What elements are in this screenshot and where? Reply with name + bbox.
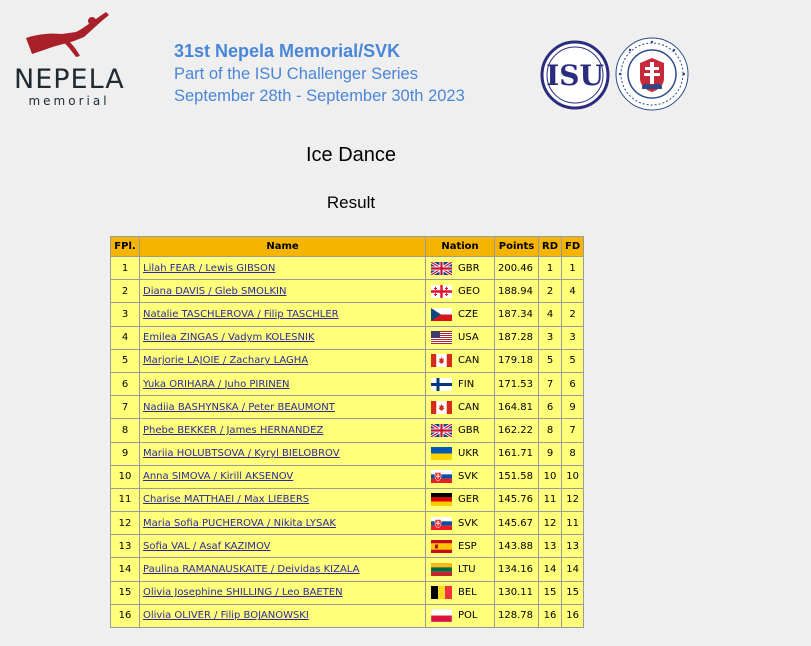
nation-cell	[426, 604, 495, 627]
place-cell: 11	[111, 488, 140, 511]
name-cell	[140, 442, 426, 465]
fd-cell: 2	[562, 303, 584, 326]
fd-cell: 16	[562, 604, 584, 627]
skater-pair-link[interactable]: Diana DAVIS / Gleb SMOLKIN	[143, 285, 287, 297]
skater-figure-icon	[14, 8, 124, 60]
logo-sub-text: memorial	[28, 94, 110, 108]
table-row	[111, 349, 584, 372]
fd-cell: 1	[562, 257, 584, 280]
fd-cell: 12	[562, 488, 584, 511]
flag-icon	[431, 401, 452, 414]
table-row	[111, 512, 584, 535]
nation-code: CAN	[458, 355, 480, 367]
col-header-fd: FD	[562, 237, 584, 257]
skater-pair-link[interactable]: Olivia OLIVER / Filip BOJANOWSKI	[143, 610, 309, 622]
flag-icon	[431, 285, 452, 298]
fd-cell: 7	[562, 419, 584, 442]
place-cell: 4	[111, 326, 140, 349]
place-cell: 8	[111, 419, 140, 442]
isu-logo-text: ISU	[546, 59, 604, 92]
event-dates: September 28th - September 30th 2023	[174, 87, 465, 105]
results-table	[110, 236, 584, 628]
table-row	[111, 535, 584, 558]
nation-code: GBR	[458, 424, 480, 436]
skater-pair-link[interactable]: Emilea ZINGAS / Vadym KOLESNIK	[143, 332, 315, 344]
flag-icon	[431, 517, 452, 530]
place-cell: 10	[111, 465, 140, 488]
fd-cell: 13	[562, 535, 584, 558]
nation-cell	[426, 280, 495, 303]
skater-pair-link[interactable]: Maria Sofia PUCHEROVA / Nikita LYSAK	[143, 517, 336, 529]
nation-cell	[426, 372, 495, 395]
flag-icon	[431, 493, 452, 506]
series-name: Part of the ISU Challenger Series	[174, 65, 418, 83]
fd-cell: 3	[562, 326, 584, 349]
flag-icon	[431, 447, 452, 460]
col-header-rd: RD	[539, 237, 562, 257]
fd-cell: 5	[562, 349, 584, 372]
rd-cell: 2	[539, 280, 562, 303]
nation-cell	[426, 257, 495, 280]
place-cell: 3	[111, 303, 140, 326]
points-cell: 130.11	[495, 581, 539, 604]
nepela-memorial-logo	[14, 8, 124, 110]
rd-cell: 7	[539, 372, 562, 395]
points-cell: 164.81	[495, 396, 539, 419]
rd-cell: 13	[539, 535, 562, 558]
name-cell	[140, 581, 426, 604]
nation-code: GER	[458, 494, 480, 506]
table-row	[111, 604, 584, 627]
skater-pair-link[interactable]: Paulina RAMANAUSKAITE / Deividas KIZALA	[143, 564, 360, 576]
skater-pair-link[interactable]: Mariia HOLUBTSOVA / Kyryl BIELOBROV	[143, 448, 340, 460]
nation-cell	[426, 396, 495, 419]
place-cell: 15	[111, 581, 140, 604]
place-cell: 5	[111, 349, 140, 372]
flag-icon	[431, 424, 452, 437]
place-cell: 6	[111, 372, 140, 395]
table-row	[111, 581, 584, 604]
flag-icon	[431, 563, 452, 576]
table-row	[111, 303, 584, 326]
name-cell	[140, 303, 426, 326]
nation-cell	[426, 303, 495, 326]
skater-pair-link[interactable]: Nadiia BASHYNSKA / Peter BEAUMONT	[143, 401, 335, 413]
col-header-points: Points	[495, 237, 539, 257]
place-cell: 9	[111, 442, 140, 465]
flag-icon	[431, 308, 452, 321]
points-cell: 187.28	[495, 326, 539, 349]
skater-pair-link[interactable]: Anna SIMOVA / Kirill AKSENOV	[143, 471, 294, 483]
table-row	[111, 419, 584, 442]
table-row	[111, 280, 584, 303]
flag-icon	[431, 470, 452, 483]
nation-code: SVK	[458, 471, 478, 483]
fd-cell: 6	[562, 372, 584, 395]
points-cell: 145.76	[495, 488, 539, 511]
nation-code: FIN	[458, 378, 475, 390]
points-cell: 145.67	[495, 512, 539, 535]
slovak-association-logo	[614, 36, 690, 112]
rd-cell: 12	[539, 512, 562, 535]
table-row	[111, 488, 584, 511]
points-cell: 200.46	[495, 257, 539, 280]
points-cell: 187.34	[495, 303, 539, 326]
name-cell	[140, 419, 426, 442]
nation-cell	[426, 535, 495, 558]
section-title: Result	[326, 193, 376, 212]
nation-code: GEO	[458, 285, 480, 297]
place-cell: 12	[111, 512, 140, 535]
name-cell	[140, 349, 426, 372]
skater-pair-link[interactable]: Phebe BEKKER / James HERNANDEZ	[143, 424, 324, 436]
rd-cell: 9	[539, 442, 562, 465]
name-cell	[140, 257, 426, 280]
name-cell	[140, 535, 426, 558]
nation-code: LTU	[458, 564, 476, 576]
skater-pair-link[interactable]: Natalie TASCHLEROVA / Filip TASCHLER	[143, 308, 339, 320]
nation-code: BEL	[458, 587, 477, 599]
rd-cell: 4	[539, 303, 562, 326]
skater-pair-link[interactable]: Lilah FEAR / Lewis GIBSON	[143, 262, 276, 274]
skater-pair-link[interactable]: Sofia VAL / Asaf KAZIMOV	[143, 540, 271, 552]
nation-code: UKR	[458, 448, 479, 460]
points-cell: 161.71	[495, 442, 539, 465]
rd-cell: 10	[539, 465, 562, 488]
col-header-fpl: FPl.	[111, 237, 140, 257]
nation-code: ESP	[458, 540, 477, 552]
rd-cell: 15	[539, 581, 562, 604]
rd-cell: 5	[539, 349, 562, 372]
rd-cell: 1	[539, 257, 562, 280]
event-header	[174, 40, 465, 107]
table-row	[111, 326, 584, 349]
place-cell: 14	[111, 558, 140, 581]
points-cell: 151.58	[495, 465, 539, 488]
fd-cell: 15	[562, 581, 584, 604]
name-cell	[140, 465, 426, 488]
nation-code: CAN	[458, 401, 480, 413]
name-cell	[140, 604, 426, 627]
rd-cell: 3	[539, 326, 562, 349]
rd-cell: 8	[539, 419, 562, 442]
nation-cell	[426, 326, 495, 349]
event-title: Ice Dance	[305, 144, 397, 166]
points-cell: 134.16	[495, 558, 539, 581]
table-row	[111, 442, 584, 465]
nation-cell	[426, 419, 495, 442]
points-cell: 162.22	[495, 419, 539, 442]
nation-code: GBR	[458, 262, 480, 274]
skater-pair-link[interactable]: Yuka ORIHARA / Juho PIRINEN	[143, 378, 290, 390]
name-cell	[140, 512, 426, 535]
isu-logo	[540, 40, 610, 110]
skater-pair-link[interactable]: Marjorie LAJOIE / Zachary LAGHA	[143, 355, 309, 367]
place-cell: 13	[111, 535, 140, 558]
table-row	[111, 396, 584, 419]
rd-cell: 16	[539, 604, 562, 627]
points-cell: 143.88	[495, 535, 539, 558]
flag-icon	[431, 586, 452, 599]
fd-cell: 10	[562, 465, 584, 488]
rd-cell: 11	[539, 488, 562, 511]
col-header-nation: Nation	[426, 237, 495, 257]
nation-code: CZE	[458, 308, 479, 320]
name-cell	[140, 326, 426, 349]
nation-cell	[426, 465, 495, 488]
place-cell: 2	[111, 280, 140, 303]
place-cell: 16	[111, 604, 140, 627]
logo-brand-text: NEPELA	[14, 64, 125, 95]
flag-icon	[431, 378, 452, 391]
table-row	[111, 372, 584, 395]
fd-cell: 8	[562, 442, 584, 465]
nation-cell	[426, 488, 495, 511]
name-cell	[140, 396, 426, 419]
flag-icon	[431, 354, 452, 367]
rd-cell: 14	[539, 558, 562, 581]
points-cell: 128.78	[495, 604, 539, 627]
nation-code: POL	[458, 610, 478, 622]
fd-cell: 9	[562, 396, 584, 419]
nation-cell	[426, 512, 495, 535]
place-cell: 7	[111, 396, 140, 419]
nation-code: SVK	[458, 517, 478, 529]
points-cell: 179.18	[495, 349, 539, 372]
nation-cell	[426, 558, 495, 581]
flag-icon	[431, 609, 452, 622]
flag-icon	[431, 262, 452, 275]
points-cell: 188.94	[495, 280, 539, 303]
nation-cell	[426, 349, 495, 372]
flag-icon	[431, 331, 452, 344]
name-cell	[140, 558, 426, 581]
nation-cell	[426, 442, 495, 465]
skater-pair-link[interactable]: Olivia Josephine SHILLING / Leo BAETEN	[143, 587, 343, 599]
fd-cell: 11	[562, 512, 584, 535]
nation-cell	[426, 581, 495, 604]
table-header-row	[111, 237, 584, 257]
table-row	[111, 465, 584, 488]
col-header-name: Name	[140, 237, 426, 257]
nation-code: USA	[458, 332, 479, 344]
name-cell	[140, 372, 426, 395]
skater-pair-link[interactable]: Charise MATTHAEI / Max LIEBERS	[143, 494, 310, 506]
name-cell	[140, 280, 426, 303]
name-cell	[140, 488, 426, 511]
points-cell: 171.53	[495, 372, 539, 395]
table-row	[111, 257, 584, 280]
fd-cell: 4	[562, 280, 584, 303]
flag-icon	[431, 540, 452, 553]
place-cell: 1	[111, 257, 140, 280]
table-row	[111, 558, 584, 581]
rd-cell: 6	[539, 396, 562, 419]
competition-name: 31st Nepela Memorial/SVK	[174, 41, 401, 61]
fd-cell: 14	[562, 558, 584, 581]
